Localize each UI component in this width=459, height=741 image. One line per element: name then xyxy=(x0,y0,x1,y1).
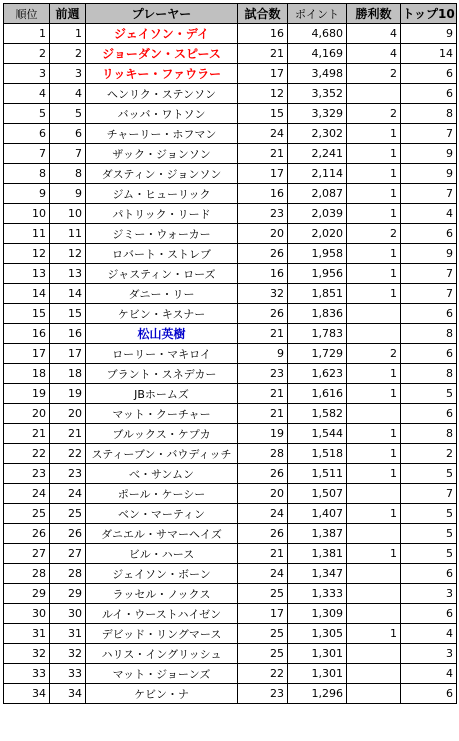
cell-top10: 9 xyxy=(401,24,457,44)
table-row xyxy=(4,224,457,244)
cell-wins xyxy=(347,404,401,424)
cell-events: 26 xyxy=(238,464,288,484)
cell-wins: 2 xyxy=(347,344,401,364)
cell-rank: 18 xyxy=(4,364,50,384)
cell-prev-week: 5 xyxy=(50,104,86,124)
cell-rank: 30 xyxy=(4,604,50,624)
cell-player: パトリック・リード xyxy=(86,204,238,224)
cell-rank: 6 xyxy=(4,124,50,144)
cell-wins: 1 xyxy=(347,444,401,464)
cell-points: 1,507 xyxy=(288,484,347,504)
cell-rank: 25 xyxy=(4,504,50,524)
cell-rank: 13 xyxy=(4,264,50,284)
cell-points: 1,729 xyxy=(288,344,347,364)
cell-prev-week: 29 xyxy=(50,584,86,604)
cell-player: ロバート・ストレブ xyxy=(86,244,238,264)
cell-top10: 5 xyxy=(401,384,457,404)
cell-player: ブラント・スネデカー xyxy=(86,364,238,384)
cell-rank: 1 xyxy=(4,24,50,44)
cell-events: 26 xyxy=(238,524,288,544)
cell-wins: 1 xyxy=(347,544,401,564)
cell-top10: 8 xyxy=(401,324,457,344)
table-row xyxy=(4,364,457,384)
cell-prev-week: 6 xyxy=(50,124,86,144)
cell-rank: 3 xyxy=(4,64,50,84)
table-row xyxy=(4,204,457,224)
cell-top10: 5 xyxy=(401,544,457,564)
cell-wins: 1 xyxy=(347,504,401,524)
cell-wins: 1 xyxy=(347,284,401,304)
cell-top10: 3 xyxy=(401,584,457,604)
fedex-ranking-table xyxy=(3,3,457,704)
cell-player: ジェイソン・デイ xyxy=(86,24,238,44)
cell-events: 23 xyxy=(238,364,288,384)
header-prev-week: 前週 xyxy=(50,4,86,24)
cell-top10: 3 xyxy=(401,644,457,664)
cell-player: べ・サンムン xyxy=(86,464,238,484)
cell-top10: 8 xyxy=(401,424,457,444)
cell-player: ダニエル・サマーヘイズ xyxy=(86,524,238,544)
cell-prev-week: 25 xyxy=(50,504,86,524)
table-row xyxy=(4,184,457,204)
table-row xyxy=(4,404,457,424)
cell-points: 4,169 xyxy=(288,44,347,64)
cell-wins: 1 xyxy=(347,264,401,284)
table-row xyxy=(4,624,457,644)
cell-top10: 5 xyxy=(401,524,457,544)
cell-prev-week: 3 xyxy=(50,64,86,84)
cell-points: 1,616 xyxy=(288,384,347,404)
cell-prev-week: 9 xyxy=(50,184,86,204)
cell-points: 1,309 xyxy=(288,604,347,624)
cell-wins xyxy=(347,324,401,344)
cell-prev-week: 33 xyxy=(50,664,86,684)
cell-points: 3,352 xyxy=(288,84,347,104)
table-row xyxy=(4,164,457,184)
cell-rank: 33 xyxy=(4,664,50,684)
cell-points: 1,851 xyxy=(288,284,347,304)
cell-points: 2,087 xyxy=(288,184,347,204)
cell-top10: 4 xyxy=(401,204,457,224)
cell-rank: 28 xyxy=(4,564,50,584)
cell-points: 4,680 xyxy=(288,24,347,44)
cell-events: 16 xyxy=(238,184,288,204)
cell-top10: 6 xyxy=(401,84,457,104)
cell-player: リッキー・ファウラー xyxy=(86,64,238,84)
cell-events: 23 xyxy=(238,684,288,704)
cell-player: ケビン・ナ xyxy=(86,684,238,704)
cell-top10: 9 xyxy=(401,144,457,164)
cell-events: 21 xyxy=(238,144,288,164)
cell-wins xyxy=(347,644,401,664)
cell-player: 松山英樹 xyxy=(86,324,238,344)
cell-wins xyxy=(347,524,401,544)
cell-points: 1,381 xyxy=(288,544,347,564)
cell-player: ハリス・イングリッシュ xyxy=(86,644,238,664)
cell-prev-week: 4 xyxy=(50,84,86,104)
cell-top10: 7 xyxy=(401,484,457,504)
cell-rank: 8 xyxy=(4,164,50,184)
table-body xyxy=(4,24,457,704)
cell-player: ブルックス・ケプカ xyxy=(86,424,238,444)
cell-top10: 6 xyxy=(401,404,457,424)
cell-wins xyxy=(347,564,401,584)
cell-rank: 19 xyxy=(4,384,50,404)
cell-wins xyxy=(347,664,401,684)
cell-player: ジム・ヒューリック xyxy=(86,184,238,204)
cell-player: スティーブン・バウディッチ xyxy=(86,444,238,464)
cell-player: ジャスティン・ローズ xyxy=(86,264,238,284)
cell-events: 26 xyxy=(238,304,288,324)
cell-prev-week: 18 xyxy=(50,364,86,384)
cell-wins xyxy=(347,584,401,604)
cell-prev-week: 32 xyxy=(50,644,86,664)
cell-top10: 14 xyxy=(401,44,457,64)
cell-player: ダニー・リー xyxy=(86,284,238,304)
cell-points: 1,296 xyxy=(288,684,347,704)
cell-events: 25 xyxy=(238,644,288,664)
header-wins: 勝利数 xyxy=(347,4,401,24)
cell-points: 1,407 xyxy=(288,504,347,524)
cell-points: 1,836 xyxy=(288,304,347,324)
cell-rank: 21 xyxy=(4,424,50,444)
cell-player: ケビン・キスナー xyxy=(86,304,238,324)
cell-top10: 6 xyxy=(401,684,457,704)
table-row xyxy=(4,244,457,264)
cell-points: 1,347 xyxy=(288,564,347,584)
cell-rank: 22 xyxy=(4,444,50,464)
table-row xyxy=(4,344,457,364)
cell-rank: 29 xyxy=(4,584,50,604)
cell-wins: 2 xyxy=(347,224,401,244)
cell-player: ダスティン・ジョンソン xyxy=(86,164,238,184)
cell-events: 32 xyxy=(238,284,288,304)
cell-player: マット・クーチャー xyxy=(86,404,238,424)
cell-top10: 5 xyxy=(401,464,457,484)
cell-player: ザック・ジョンソン xyxy=(86,144,238,164)
cell-top10: 6 xyxy=(401,224,457,244)
cell-prev-week: 24 xyxy=(50,484,86,504)
cell-player: ポール・ケーシー xyxy=(86,484,238,504)
cell-events: 21 xyxy=(238,544,288,564)
table-row xyxy=(4,324,457,344)
cell-prev-week: 13 xyxy=(50,264,86,284)
table-row xyxy=(4,104,457,124)
cell-rank: 14 xyxy=(4,284,50,304)
cell-rank: 10 xyxy=(4,204,50,224)
cell-points: 1,511 xyxy=(288,464,347,484)
header-player: プレーヤー xyxy=(86,4,238,24)
cell-player: マット・ジョーンズ xyxy=(86,664,238,684)
cell-wins: 1 xyxy=(347,624,401,644)
cell-points: 2,020 xyxy=(288,224,347,244)
ranking-table-container xyxy=(3,3,457,704)
cell-top10: 6 xyxy=(401,304,457,324)
cell-wins xyxy=(347,84,401,104)
cell-top10: 8 xyxy=(401,364,457,384)
cell-prev-week: 20 xyxy=(50,404,86,424)
cell-prev-week: 7 xyxy=(50,144,86,164)
cell-wins: 1 xyxy=(347,164,401,184)
cell-top10: 6 xyxy=(401,564,457,584)
cell-prev-week: 34 xyxy=(50,684,86,704)
cell-prev-week: 15 xyxy=(50,304,86,324)
cell-events: 17 xyxy=(238,164,288,184)
cell-top10: 7 xyxy=(401,184,457,204)
header-rank: 順位 xyxy=(4,4,50,24)
cell-player: ジェイソン・ボーン xyxy=(86,564,238,584)
cell-top10: 7 xyxy=(401,264,457,284)
cell-events: 24 xyxy=(238,504,288,524)
table-row xyxy=(4,24,457,44)
cell-points: 2,302 xyxy=(288,124,347,144)
cell-rank: 15 xyxy=(4,304,50,324)
table-row xyxy=(4,544,457,564)
cell-wins: 1 xyxy=(347,124,401,144)
cell-prev-week: 30 xyxy=(50,604,86,624)
cell-points: 1,623 xyxy=(288,364,347,384)
cell-prev-week: 8 xyxy=(50,164,86,184)
cell-points: 1,958 xyxy=(288,244,347,264)
cell-prev-week: 1 xyxy=(50,24,86,44)
cell-points: 1,956 xyxy=(288,264,347,284)
cell-rank: 20 xyxy=(4,404,50,424)
cell-rank: 17 xyxy=(4,344,50,364)
cell-prev-week: 31 xyxy=(50,624,86,644)
cell-wins: 2 xyxy=(347,104,401,124)
table-row xyxy=(4,84,457,104)
cell-events: 21 xyxy=(238,404,288,424)
cell-events: 16 xyxy=(238,264,288,284)
table-row xyxy=(4,484,457,504)
table-row xyxy=(4,444,457,464)
table-row xyxy=(4,64,457,84)
table-row xyxy=(4,584,457,604)
cell-top10: 9 xyxy=(401,164,457,184)
cell-top10: 5 xyxy=(401,504,457,524)
cell-prev-week: 27 xyxy=(50,544,86,564)
cell-player: チャーリー・ホフマン xyxy=(86,124,238,144)
cell-prev-week: 28 xyxy=(50,564,86,584)
cell-wins: 1 xyxy=(347,244,401,264)
cell-wins: 4 xyxy=(347,44,401,64)
cell-top10: 4 xyxy=(401,624,457,644)
cell-points: 1,333 xyxy=(288,584,347,604)
cell-wins: 4 xyxy=(347,24,401,44)
cell-rank: 32 xyxy=(4,644,50,664)
cell-events: 17 xyxy=(238,604,288,624)
cell-rank: 23 xyxy=(4,464,50,484)
cell-top10: 8 xyxy=(401,104,457,124)
cell-events: 25 xyxy=(238,584,288,604)
cell-player: デビッド・リングマース xyxy=(86,624,238,644)
cell-events: 21 xyxy=(238,384,288,404)
cell-points: 1,305 xyxy=(288,624,347,644)
cell-events: 20 xyxy=(238,484,288,504)
cell-rank: 27 xyxy=(4,544,50,564)
cell-prev-week: 11 xyxy=(50,224,86,244)
header-row xyxy=(4,4,457,24)
cell-points: 1,518 xyxy=(288,444,347,464)
cell-points: 1,544 xyxy=(288,424,347,444)
table-row xyxy=(4,564,457,584)
cell-events: 23 xyxy=(238,204,288,224)
cell-prev-week: 23 xyxy=(50,464,86,484)
cell-rank: 2 xyxy=(4,44,50,64)
cell-wins xyxy=(347,484,401,504)
table-row xyxy=(4,264,457,284)
cell-events: 15 xyxy=(238,104,288,124)
table-row xyxy=(4,284,457,304)
cell-rank: 31 xyxy=(4,624,50,644)
table-row xyxy=(4,464,457,484)
table-row xyxy=(4,424,457,444)
table-row xyxy=(4,684,457,704)
cell-wins: 1 xyxy=(347,184,401,204)
cell-top10: 4 xyxy=(401,664,457,684)
cell-player: ルイ・ウーストハイゼン xyxy=(86,604,238,624)
cell-player: ラッセル・ノックス xyxy=(86,584,238,604)
cell-events: 24 xyxy=(238,564,288,584)
cell-points: 2,039 xyxy=(288,204,347,224)
header-events: 試合数 xyxy=(238,4,288,24)
cell-events: 22 xyxy=(238,664,288,684)
table-header xyxy=(4,4,457,24)
cell-rank: 34 xyxy=(4,684,50,704)
cell-points: 3,498 xyxy=(288,64,347,84)
cell-wins: 1 xyxy=(347,464,401,484)
table-row xyxy=(4,664,457,684)
table-row xyxy=(4,144,457,164)
cell-events: 21 xyxy=(238,44,288,64)
cell-points: 3,329 xyxy=(288,104,347,124)
cell-rank: 12 xyxy=(4,244,50,264)
cell-prev-week: 14 xyxy=(50,284,86,304)
cell-wins: 1 xyxy=(347,204,401,224)
cell-rank: 26 xyxy=(4,524,50,544)
cell-player: ジミー・ウォーカー xyxy=(86,224,238,244)
header-points: ポイント xyxy=(288,4,347,24)
cell-events: 21 xyxy=(238,324,288,344)
cell-events: 24 xyxy=(238,124,288,144)
cell-events: 19 xyxy=(238,424,288,444)
cell-events: 25 xyxy=(238,624,288,644)
cell-events: 20 xyxy=(238,224,288,244)
cell-wins xyxy=(347,604,401,624)
cell-prev-week: 10 xyxy=(50,204,86,224)
cell-prev-week: 12 xyxy=(50,244,86,264)
cell-player: ベン・マーティン xyxy=(86,504,238,524)
cell-events: 16 xyxy=(238,24,288,44)
cell-points: 2,241 xyxy=(288,144,347,164)
cell-rank: 9 xyxy=(4,184,50,204)
cell-rank: 5 xyxy=(4,104,50,124)
cell-wins xyxy=(347,304,401,324)
table-row xyxy=(4,384,457,404)
cell-points: 1,387 xyxy=(288,524,347,544)
cell-wins xyxy=(347,684,401,704)
cell-prev-week: 26 xyxy=(50,524,86,544)
cell-top10: 9 xyxy=(401,244,457,264)
cell-top10: 7 xyxy=(401,284,457,304)
cell-wins: 1 xyxy=(347,384,401,404)
cell-points: 1,301 xyxy=(288,664,347,684)
table-row xyxy=(4,304,457,324)
table-row xyxy=(4,604,457,624)
cell-player: ビル・ハース xyxy=(86,544,238,564)
cell-rank: 4 xyxy=(4,84,50,104)
cell-top10: 7 xyxy=(401,124,457,144)
table-row xyxy=(4,504,457,524)
cell-points: 1,582 xyxy=(288,404,347,424)
cell-points: 1,783 xyxy=(288,324,347,344)
table-row xyxy=(4,644,457,664)
cell-wins: 1 xyxy=(347,144,401,164)
cell-prev-week: 19 xyxy=(50,384,86,404)
cell-top10: 6 xyxy=(401,64,457,84)
cell-top10: 6 xyxy=(401,604,457,624)
cell-wins: 2 xyxy=(347,64,401,84)
cell-events: 17 xyxy=(238,64,288,84)
table-row xyxy=(4,524,457,544)
cell-rank: 11 xyxy=(4,224,50,244)
header-top10: トップ10 xyxy=(401,4,457,24)
cell-wins: 1 xyxy=(347,364,401,384)
cell-top10: 2 xyxy=(401,444,457,464)
cell-prev-week: 2 xyxy=(50,44,86,64)
cell-player: ローリー・マキロイ xyxy=(86,344,238,364)
cell-points: 1,301 xyxy=(288,644,347,664)
cell-rank: 16 xyxy=(4,324,50,344)
cell-events: 12 xyxy=(238,84,288,104)
table-row xyxy=(4,124,457,144)
cell-player: JBホームズ xyxy=(86,384,238,404)
cell-events: 9 xyxy=(238,344,288,364)
cell-wins: 1 xyxy=(347,424,401,444)
cell-prev-week: 21 xyxy=(50,424,86,444)
cell-top10: 6 xyxy=(401,344,457,364)
cell-prev-week: 16 xyxy=(50,324,86,344)
cell-player: バッバ・ワトソン xyxy=(86,104,238,124)
cell-prev-week: 17 xyxy=(50,344,86,364)
cell-rank: 7 xyxy=(4,144,50,164)
cell-player: ヘンリク・ステンソン xyxy=(86,84,238,104)
cell-points: 2,114 xyxy=(288,164,347,184)
cell-rank: 24 xyxy=(4,484,50,504)
table-row xyxy=(4,44,457,64)
cell-events: 28 xyxy=(238,444,288,464)
cell-player: ジョーダン・スピース xyxy=(86,44,238,64)
cell-events: 26 xyxy=(238,244,288,264)
cell-prev-week: 22 xyxy=(50,444,86,464)
